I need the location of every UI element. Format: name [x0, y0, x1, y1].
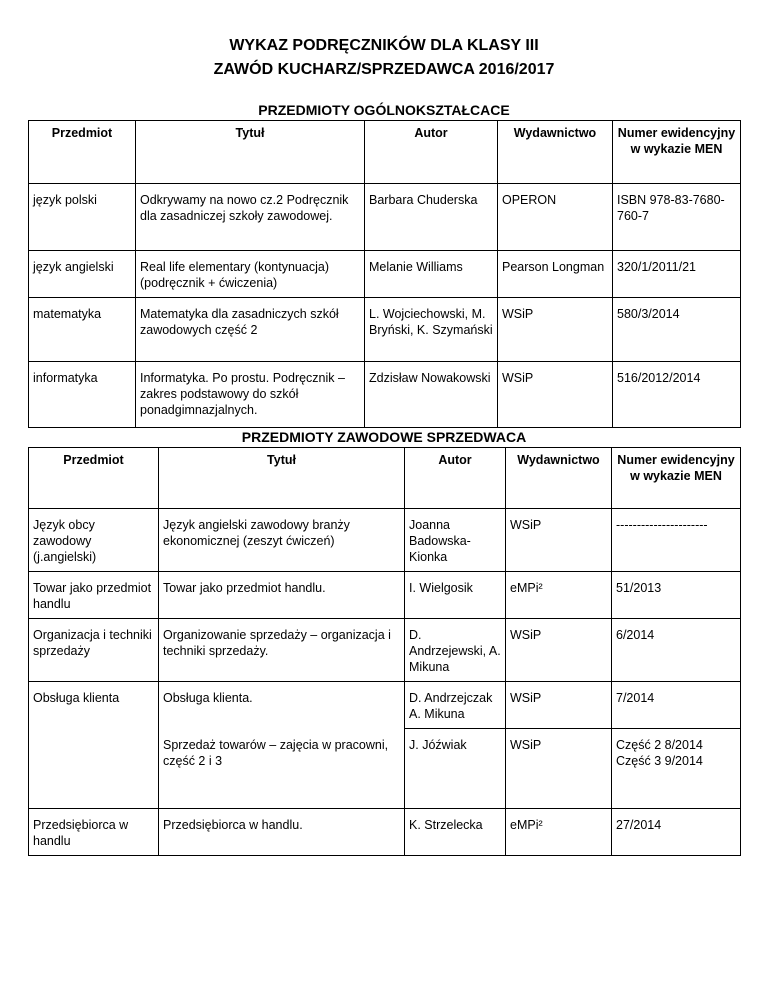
table-row: [29, 619, 741, 682]
table-header-row: [29, 448, 741, 509]
cell-subject: język angielski: [29, 251, 136, 298]
cell-number: ----------------------: [612, 509, 741, 572]
column-header-author: Autor: [405, 448, 506, 509]
cell-publisher: eMPi²: [506, 809, 612, 856]
cell-publisher: eMPi²: [506, 572, 612, 619]
table-row: [29, 729, 741, 809]
cell-author: Melanie Williams: [365, 251, 498, 298]
cell-author: J. Jóźwiak: [405, 729, 506, 809]
cell-subject: matematyka: [29, 298, 136, 362]
cell-subject: informatyka: [29, 362, 136, 428]
column-header-number: Numer ewidencyjny w wykazie MEN: [613, 121, 741, 184]
cell-publisher: WSiP: [506, 509, 612, 572]
cell-publisher: WSiP: [506, 682, 612, 729]
table-row: [29, 682, 741, 729]
cell-author: D. Andrzejewski, A. Mikuna: [405, 619, 506, 682]
column-header-publisher: Wydawnictwo: [506, 448, 612, 509]
cell-subject: Język obcy zawodowy (j.angielski): [29, 509, 159, 572]
table-row: [29, 572, 741, 619]
cell-title: Organizowanie sprzedaży – organizacja i techniki sprzedaży.: [159, 619, 405, 682]
cell-subject: Towar jako przedmiot handlu: [29, 572, 159, 619]
table-row: [29, 509, 741, 572]
table-row: [29, 184, 741, 251]
cell-number: 516/2012/2014: [613, 362, 741, 428]
column-header-number: Numer ewidencyjny w wykazie MEN: [612, 448, 741, 509]
cell-number: 27/2014: [612, 809, 741, 856]
cell-publisher: WSiP: [498, 362, 613, 428]
cell-publisher: WSiP: [498, 298, 613, 362]
cell-title: Sprzedaż towarów – zajęcia w pracowni, część 2 i 3: [159, 729, 405, 809]
cell-publisher: OPERON: [498, 184, 613, 251]
column-header-title: Tytuł: [159, 448, 405, 509]
cell-number: 6/2014: [612, 619, 741, 682]
cell-title: Matematyka dla zasadniczych szkół zawodowych część 2: [136, 298, 365, 362]
document-title-line-2: ZAWÓD KUCHARZ/SPRZEDAWCA 2016/2017: [213, 61, 555, 78]
table-header-row: [29, 121, 741, 184]
cell-publisher: WSiP: [506, 729, 612, 809]
cell-subject: [29, 729, 159, 809]
cell-title: Obsługa klienta.: [159, 682, 405, 729]
cell-author: Barbara Chuderska: [365, 184, 498, 251]
table-row: [29, 362, 741, 428]
document-title-line-1: WYKAZ PODRĘCZNIKÓW DLA KLASY III: [229, 37, 539, 54]
cell-publisher: WSiP: [506, 619, 612, 682]
column-header-author: Autor: [365, 121, 498, 184]
cell-title: Real life elementary (kontynuacja) (podręcznik + ćwiczenia): [136, 251, 365, 298]
cell-subject: Organizacja i techniki sprzedaży: [29, 619, 159, 682]
cell-subject: język polski: [29, 184, 136, 251]
cell-title: Towar jako przedmiot handlu.: [159, 572, 405, 619]
table-row: [29, 251, 741, 298]
cell-title: Przedsiębiorca w handlu.: [159, 809, 405, 856]
cell-subject: Obsługa klienta: [29, 682, 159, 729]
cell-author: D. Andrzejczak A. Mikuna: [405, 682, 506, 729]
cell-number: 7/2014: [612, 682, 741, 729]
cell-number: 320/1/2011/21: [613, 251, 741, 298]
section-title-general: PRZEDMIOTY OGÓLNOKSZTAŁCACE: [258, 102, 510, 118]
cell-title: Język angielski zawodowy branży ekonomicznej (zeszyt ćwiczeń): [159, 509, 405, 572]
cell-subject: Przedsiębiorca w handlu: [29, 809, 159, 856]
general-subjects-table: [28, 120, 741, 428]
column-header-subject: Przedmiot: [29, 448, 159, 509]
column-header-publisher: Wydawnictwo: [498, 121, 613, 184]
cell-number: Część 2 8/2014 Część 3 9/2014: [612, 729, 741, 809]
cell-title: Odkrywamy na nowo cz.2 Podręcznik dla zasadniczej szkoły zawodowej.: [136, 184, 365, 251]
column-header-subject: Przedmiot: [29, 121, 136, 184]
cell-number: 580/3/2014: [613, 298, 741, 362]
cell-author: I. Wielgosik: [405, 572, 506, 619]
cell-number: 51/2013: [612, 572, 741, 619]
cell-author: K. Strzelecka: [405, 809, 506, 856]
cell-author: Joanna Badowska-Kionka: [405, 509, 506, 572]
cell-number: ISBN 978-83-7680-760-7: [613, 184, 741, 251]
cell-title: Informatyka. Po prostu. Podręcznik – zakres podstawowy do szkół ponadgimnazjalnych.: [136, 362, 365, 428]
cell-publisher: Pearson Longman: [498, 251, 613, 298]
cell-author: L. Wojciechowski, M. Bryński, K. Szymański: [365, 298, 498, 362]
table-row: [29, 809, 741, 856]
section-title-vocational: PRZEDMIOTY ZAWODOWE SPRZEDWACA: [241, 429, 527, 445]
cell-author: Zdzisław Nowakowski: [365, 362, 498, 428]
vocational-subjects-table: [28, 447, 741, 856]
column-header-title: Tytuł: [136, 121, 365, 184]
table-row: [29, 298, 741, 362]
